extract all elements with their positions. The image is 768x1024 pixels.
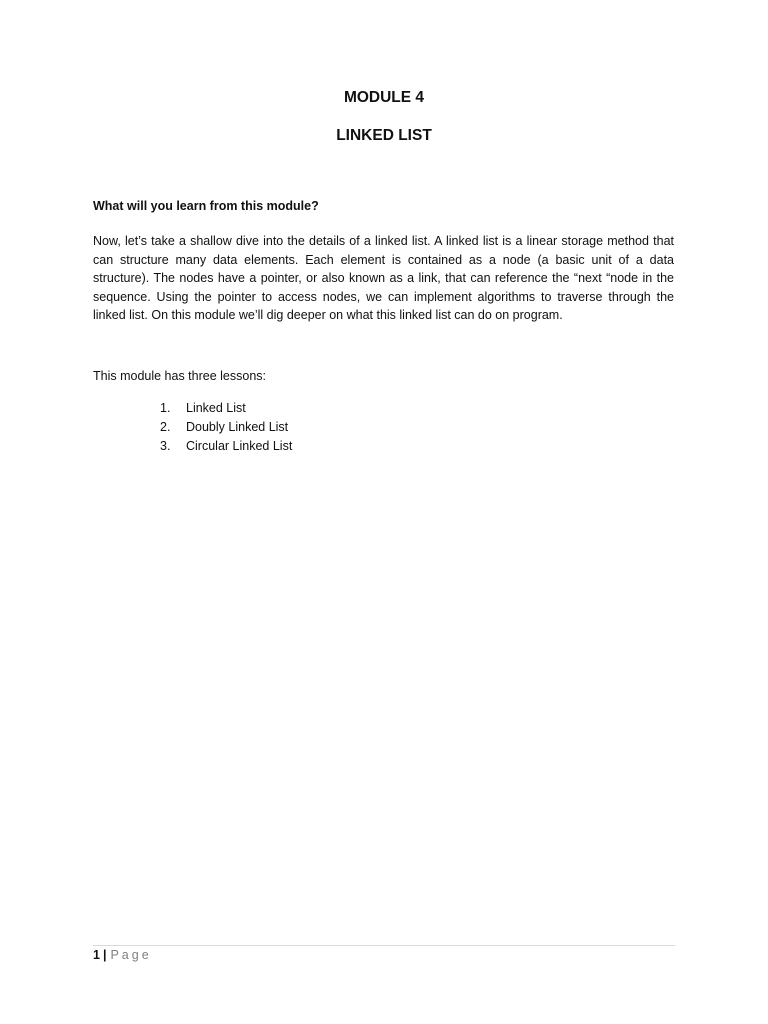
lesson-list	[160, 399, 292, 457]
lesson-item	[160, 418, 292, 437]
topic-title: LINKED LIST	[336, 127, 432, 144]
footer-separator: |	[102, 948, 107, 962]
lesson-label: Circular Linked List	[186, 439, 293, 454]
lesson-number: 2.	[160, 420, 171, 435]
intro-paragraph: Now, let’s take a shallow dive into the details of a linked list. A linked list is a linear storage method that can structure many data elements. Each element is contained as a node (a basic unit of a data structure). The nodes have a pointer, or also known as a link, that can reference the “next “node in the sequence. Using the pointer to access nodes, we can implement algorithms to traverse through the linked list. On this module we’ll dig deeper on what this linked list can do on program.	[93, 234, 674, 323]
lesson-number: 1.	[160, 401, 171, 415]
page-word: Page	[110, 948, 152, 962]
lesson-item	[160, 437, 292, 456]
page-footer	[93, 948, 152, 962]
lesson-number: 3.	[160, 439, 171, 454]
section-heading: What will you learn from this module?	[93, 199, 319, 213]
module-title: MODULE 4	[343, 89, 425, 106]
page-number: 1	[93, 948, 100, 962]
lesson-label: Linked List	[186, 401, 246, 415]
footer-divider	[93, 945, 675, 946]
lessons-intro: This module has three lessons:	[93, 369, 267, 383]
lesson-item	[160, 399, 292, 418]
lesson-label: Doubly Linked List	[186, 420, 289, 435]
